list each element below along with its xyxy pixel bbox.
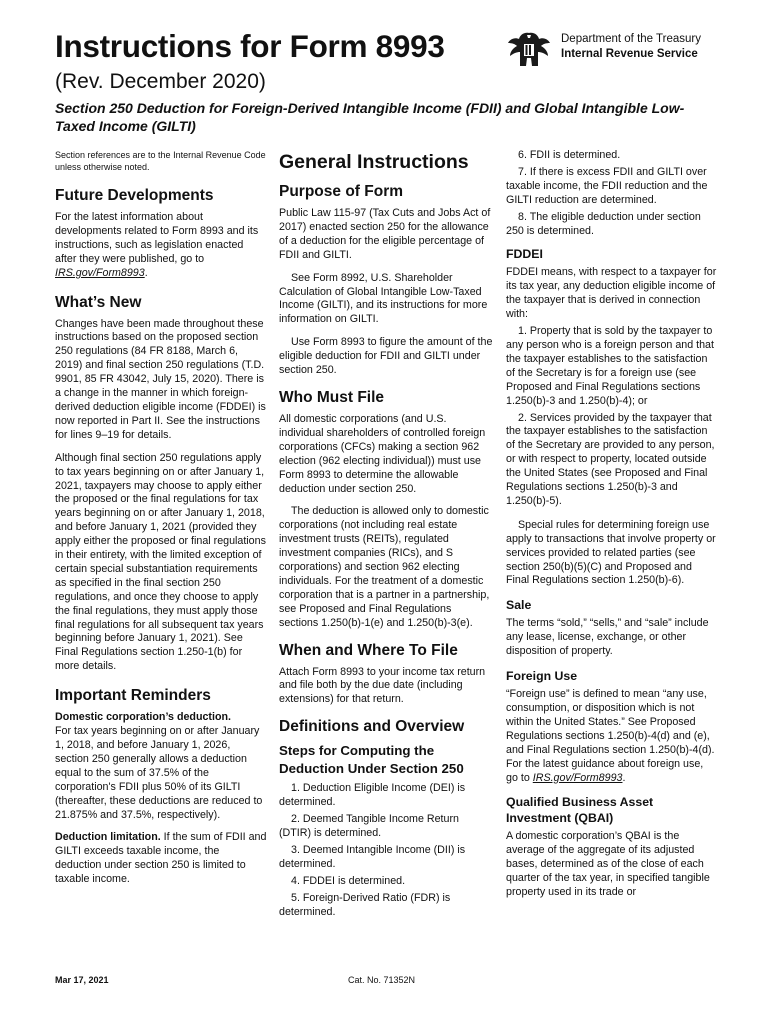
- step-item: 1. Deduction Eligible Income (DEI) is determined.: [279, 782, 466, 809]
- page-subtitle: Section 250 Deduction for Foreign-Derived Intangible Income (FDII) and Global Intangible Low-Taxed Income (GILTI): [55, 100, 685, 134]
- whats-new-paragraph: Although final section 250 regulations apply to tax years beginning on or after January 1, 2021, taxpayers may choose to apply either the proposed or the final regulations for tax years beginning on or after January 1, 2018, and before January 1, 2021 (provided they apply either the proposed or final regulations in their entirety, with the limited exception of certain special substantiation requirements as specified in the final section 250 regulations, and once they choose to apply the final regulations, they must apply those final regulations for all subsequent tax years beginning before January 1, 2021). See Final Regulations section 1.250-1(b) for more details.: [55, 451, 266, 673]
- who-must-file-paragraph: All domestic corporations (and U.S. individual shareholders of controlled foreign corporations (CFCs) making a section 962 election (962 electing individual)) must use Form 8993 to determine the allowable deduction under section 250.: [279, 412, 486, 495]
- page-title: Instructions for Form 8993: [55, 28, 445, 64]
- who-must-file-heading: Who Must File: [279, 388, 385, 406]
- deduction-limitation-text: Deduction limitation. If the sum of FDII and GILTI exceeds taxable income, the deduction under section 250 is limited to taxable income.: [55, 831, 267, 886]
- domestic-deduction-heading: Domestic corporation’s deduction.: [55, 711, 231, 724]
- when-where-heading: When and Where To File: [279, 641, 458, 659]
- fddei-paragraph: FDDEI means, with respect to a taxpayer for its tax year, any deduction eligible income of the taxpayer that is derived in connection with:: [506, 266, 717, 321]
- definitions-heading: Definitions and Overview: [279, 718, 465, 736]
- whats-new-heading: What’s New: [55, 293, 142, 311]
- sale-heading: Sale: [506, 598, 532, 613]
- column-middle: [279, 150, 493, 922]
- agency-department: Department of the Treasury: [561, 33, 701, 45]
- fddei-list-item: 1. Property that is sold by the taxpayer to any person who is a foreign person and that the taxpayer establishes to the satisfaction of the Secretary is for a foreign use (see Proposed and Final Regulations sections 1.250(b)-3 and 1.250(b)-4); or: [506, 325, 714, 407]
- when-where-paragraph: Attach Form 8993 to your income tax return and file both by the due date (including extensions) for that return.: [279, 665, 486, 706]
- agency-block: [505, 30, 745, 70]
- fddei-paragraph: Special rules for determining foreign use apply to transactions that involve property or services provided to related parties (see section 250(b)(5)(C) and Proposed and Final Regulations section 1.250(b)-6).: [506, 518, 716, 587]
- general-instructions-heading: General Instructions: [279, 151, 469, 173]
- purpose-paragraph: Use Form 8993 to figure the amount of the eligible deduction for FDII and GILTI under section 250.: [279, 336, 493, 377]
- irs-eagle-logo-icon: [505, 30, 553, 70]
- important-reminders-heading: Important Reminders: [55, 687, 211, 705]
- who-must-file-paragraph: The deduction is allowed only to domestic corporations (not including real estate investment trusts (REITs), regulated investment companies (RICs), and S corporations) and section 962 electing individuals. For the treatment of a domestic corporation that is a partner in a partnership, see Proposed and Final Regulations sections 1.250(b)-1(e) and 1.250(b)-3(e).: [279, 505, 490, 629]
- agency-name: [561, 32, 701, 62]
- fddei-heading: FDDEI: [506, 247, 543, 262]
- purpose-of-form-heading: Purpose of Form: [279, 183, 404, 200]
- qbai-text: A domestic corporation’s QBAI is the average of the aggregate of its adjusted bases, determined as of the close of each quarter of the tax year, in specified tangible property used in its trade or: [506, 830, 710, 899]
- column-left: [55, 150, 267, 896]
- fddei-list-item: 2. Services provided by the taxpayer that the taxpayer establishes to the satisfaction of the Secretary are provided to any person, or with respect to property, located outside the United States (see Proposed and Final Regulations sections 1.250(b)-3 and 1.250(b)-5).: [506, 411, 715, 507]
- domestic-deduction-text: For tax years beginning on or after January 1, 2018, and before January 1, 2026, section 250 generally allows a deduction equal to the sum of 37.5% of the corporation's FDII plus 50% of its GILTI (thereafter, these deductions are reduced to 21.875% and 37.5%, respectively).: [55, 725, 263, 821]
- purpose-paragraph: Public Law 115-97 (Tax Cuts and Jobs Act of 2017) enacted section 250 for the allowance of a deduction for the eligible percentage of FDII and GILTI.: [279, 207, 491, 261]
- step-item: 6. FDII is determined.: [518, 149, 621, 161]
- future-developments-heading: Future Developments: [55, 187, 214, 204]
- foreign-use-text: “Foreign use” is defined to mean “any use, consumption, or disposition which is not within the United States.” See Proposed Regulations sections 1.250(b)-4(d) and (e), and Final Regulations section 1.250(b)-4(d). For the latest guidance about foreign use, go to IRS.gov/Form8993.: [506, 688, 715, 784]
- section-reference-note: Section references are to the Internal Revenue Code unless otherwise noted.: [55, 150, 266, 172]
- step-item: 8. The eligible deduction under section 250 is determined.: [506, 210, 701, 237]
- purpose-paragraph: See Form 8992, U.S. Shareholder Calculation of Global Intangible Low-Taxed Income (GILTI), and its instructions for more information on GILTI.: [279, 271, 488, 326]
- qbai-heading: Qualified Business Asset Investment (QBAI): [506, 795, 654, 826]
- catalog-number: Cat. No. 71352N: [348, 975, 416, 985]
- steps-heading: Steps for Computing the Deduction Under Section 250: [279, 743, 464, 777]
- step-item: 5. Foreign-Derived Ratio (FDR) is determined.: [279, 891, 451, 918]
- irs-form8993-link[interactable]: IRS.gov/Form8993: [55, 266, 145, 279]
- future-developments-text: For the latest information about developments related to Form 8993 and its instructions, such as legislation enacted after they were published, go to IRS.gov/Form8993.: [55, 211, 259, 279]
- step-item: 7. If there is excess FDII and GILTI over taxable income, the FDII reduction and the GILTI reduction are determined.: [506, 165, 708, 206]
- column-right: [506, 149, 718, 909]
- footer-date: Mar 17, 2021: [55, 975, 109, 985]
- step-item: 4. FDDEI is determined.: [291, 874, 406, 887]
- revision-date: (Rev. December 2020): [55, 70, 266, 93]
- step-item: 2. Deemed Tangible Income Return (DTIR) is determined.: [279, 813, 459, 839]
- step-item: 3. Deemed Intangible Income (DII) is determined.: [279, 843, 466, 870]
- whats-new-paragraph: Changes have been made throughout these instructions based on the proposed section 250 regulations (84 FR 8188, March 6, 2019) and final section 250 regulations (T.D. 9901, 85 FR 43042, July 15, 2020). There is a change in the manner in which foreign-derived deduction eligible income (FDDEI) is now reported in Part II. See the instructions for lines 9–19 for details.: [55, 317, 266, 441]
- foreign-use-heading: Foreign Use: [506, 669, 578, 684]
- agency-irs: Internal Revenue Service: [561, 48, 698, 60]
- irs-form8993-link[interactable]: IRS.gov/Form8993: [532, 771, 623, 784]
- sale-text: The terms “sold,” “sells,” and “sale” include any lease, license, exchange, or other disposition of property.: [506, 617, 709, 658]
